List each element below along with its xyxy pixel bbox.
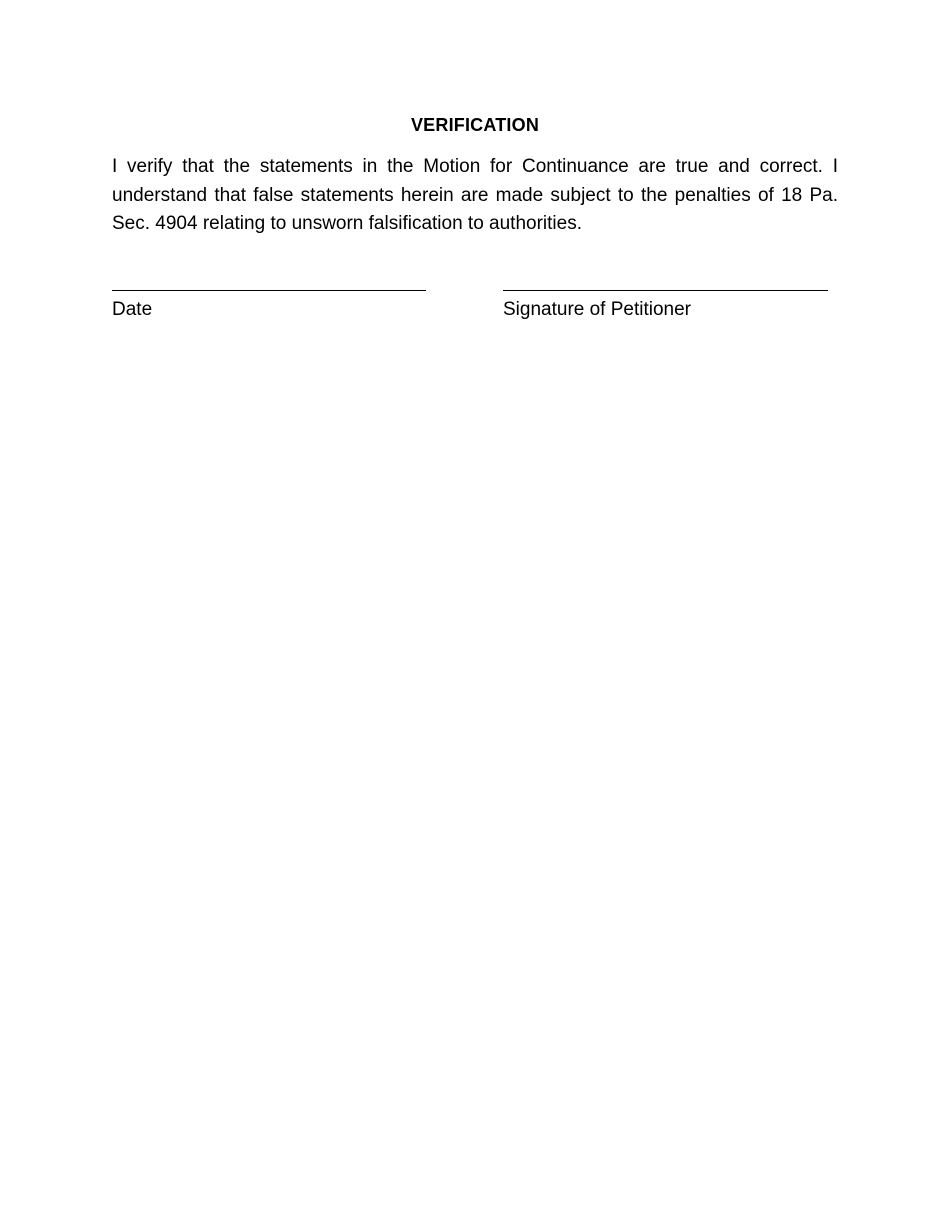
signature-label: Signature of Petitioner	[503, 299, 692, 320]
date-field	[112, 268, 426, 323]
signature-field	[503, 268, 828, 323]
document-title: VERIFICATION	[410, 115, 540, 135]
verification-statement: I verify that the statements in the Motion for Continuance are true and correct. I understand that false statements herein are made subject to the penalties of 18 Pa. Sec. 4904 relating to unsworn falsification to authorities.	[112, 156, 838, 234]
date-label: Date	[112, 299, 153, 320]
date-line	[112, 268, 426, 291]
signature-line	[503, 268, 828, 291]
